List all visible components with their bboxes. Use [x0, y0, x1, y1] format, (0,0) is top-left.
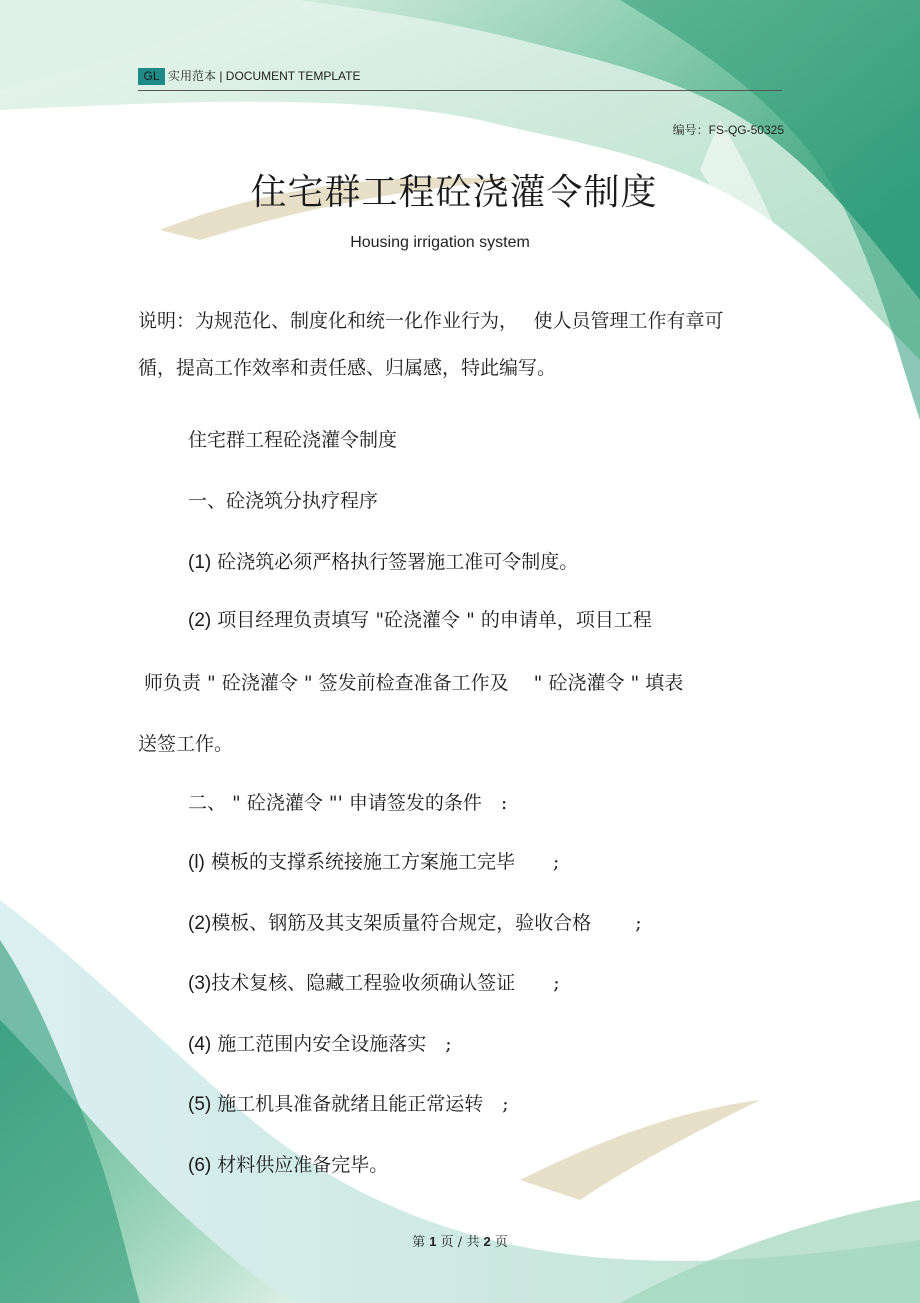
header-text: 实用范本 | DOCUMENT TEMPLATE [168, 69, 361, 83]
list-item [188, 549, 578, 576]
item-number: (6) [188, 1155, 212, 1176]
item-text: 材料供应准备完毕。 [217, 1154, 389, 1176]
section-1-title: 一、砼浇筑分执疗程序 [188, 490, 379, 512]
item-number: (1) [188, 552, 212, 573]
item-number: (2) [188, 610, 212, 631]
item-number: (l) [188, 852, 205, 873]
header-divider [138, 90, 782, 91]
list-item [188, 1091, 509, 1118]
footer-suffix: 页 [494, 1235, 508, 1250]
intro-line-1: 说明：为规范化、制度化和统一化作业行为， 使人员管理工作有章可 [138, 310, 724, 332]
document-number-value: FS-QG-50325 [708, 123, 784, 137]
item-text: 砼浇筑必须严格执行签署施工准可令制度。 [217, 551, 579, 573]
document-title: 住宅群工程砼浇灌令制度 [250, 172, 658, 213]
list-item [188, 970, 560, 997]
page-header [138, 66, 782, 92]
item-number: (2) [188, 913, 212, 934]
item-text: 技术复核、隐藏工程验收须确认签证 ; [211, 972, 560, 994]
document-number-label: 编号： [672, 123, 709, 137]
header-badge: GL [138, 68, 165, 85]
document-subtitle: Housing irrigation system [350, 234, 530, 251]
list-item [188, 1031, 452, 1058]
item-text: 施工范围内安全设施落实 ; [217, 1033, 452, 1055]
list-item [188, 849, 559, 876]
document-number [640, 121, 784, 138]
item-number: (4) [188, 1034, 212, 1055]
item-text: 模板、钢筋及其支架质量符合规定，验收合格 ; [211, 912, 642, 934]
footer-prefix: 第 [412, 1235, 426, 1250]
list-item [188, 607, 652, 634]
item-text-continuation: 送签工作。 [138, 733, 234, 755]
footer-page-number: 1 [429, 1234, 437, 1249]
list-item [188, 910, 642, 937]
list-item [188, 1152, 388, 1179]
page-footer [0, 1231, 920, 1250]
item-text-continuation: 师负责 " 砼浇灌令 " 签发前检查准备工作及 " 砼浇灌令 " 填表 [144, 672, 684, 694]
item-number: (5) [188, 1094, 212, 1115]
intro-line-2: 循，提高工作效率和责任感、归属感，特此编写。 [138, 357, 557, 379]
body-heading: 住宅群工程砼浇灌令制度 [188, 429, 398, 451]
footer-separator: 页 / 共 [440, 1235, 480, 1250]
item-number: (3) [188, 973, 212, 994]
section-2-title: 二、 " 砼浇灌令 "' 申请签发的条件 : [188, 792, 508, 814]
item-text: 项目经理负责填写 "砼浇灌令 " 的申请单，项目工程 [217, 609, 652, 631]
footer-total-pages: 2 [483, 1234, 491, 1249]
item-text: 施工机具准备就绪且能正常运转 ; [217, 1093, 509, 1115]
item-text: 模板的支撑系统接施工方案施工完毕 ; [210, 851, 560, 873]
